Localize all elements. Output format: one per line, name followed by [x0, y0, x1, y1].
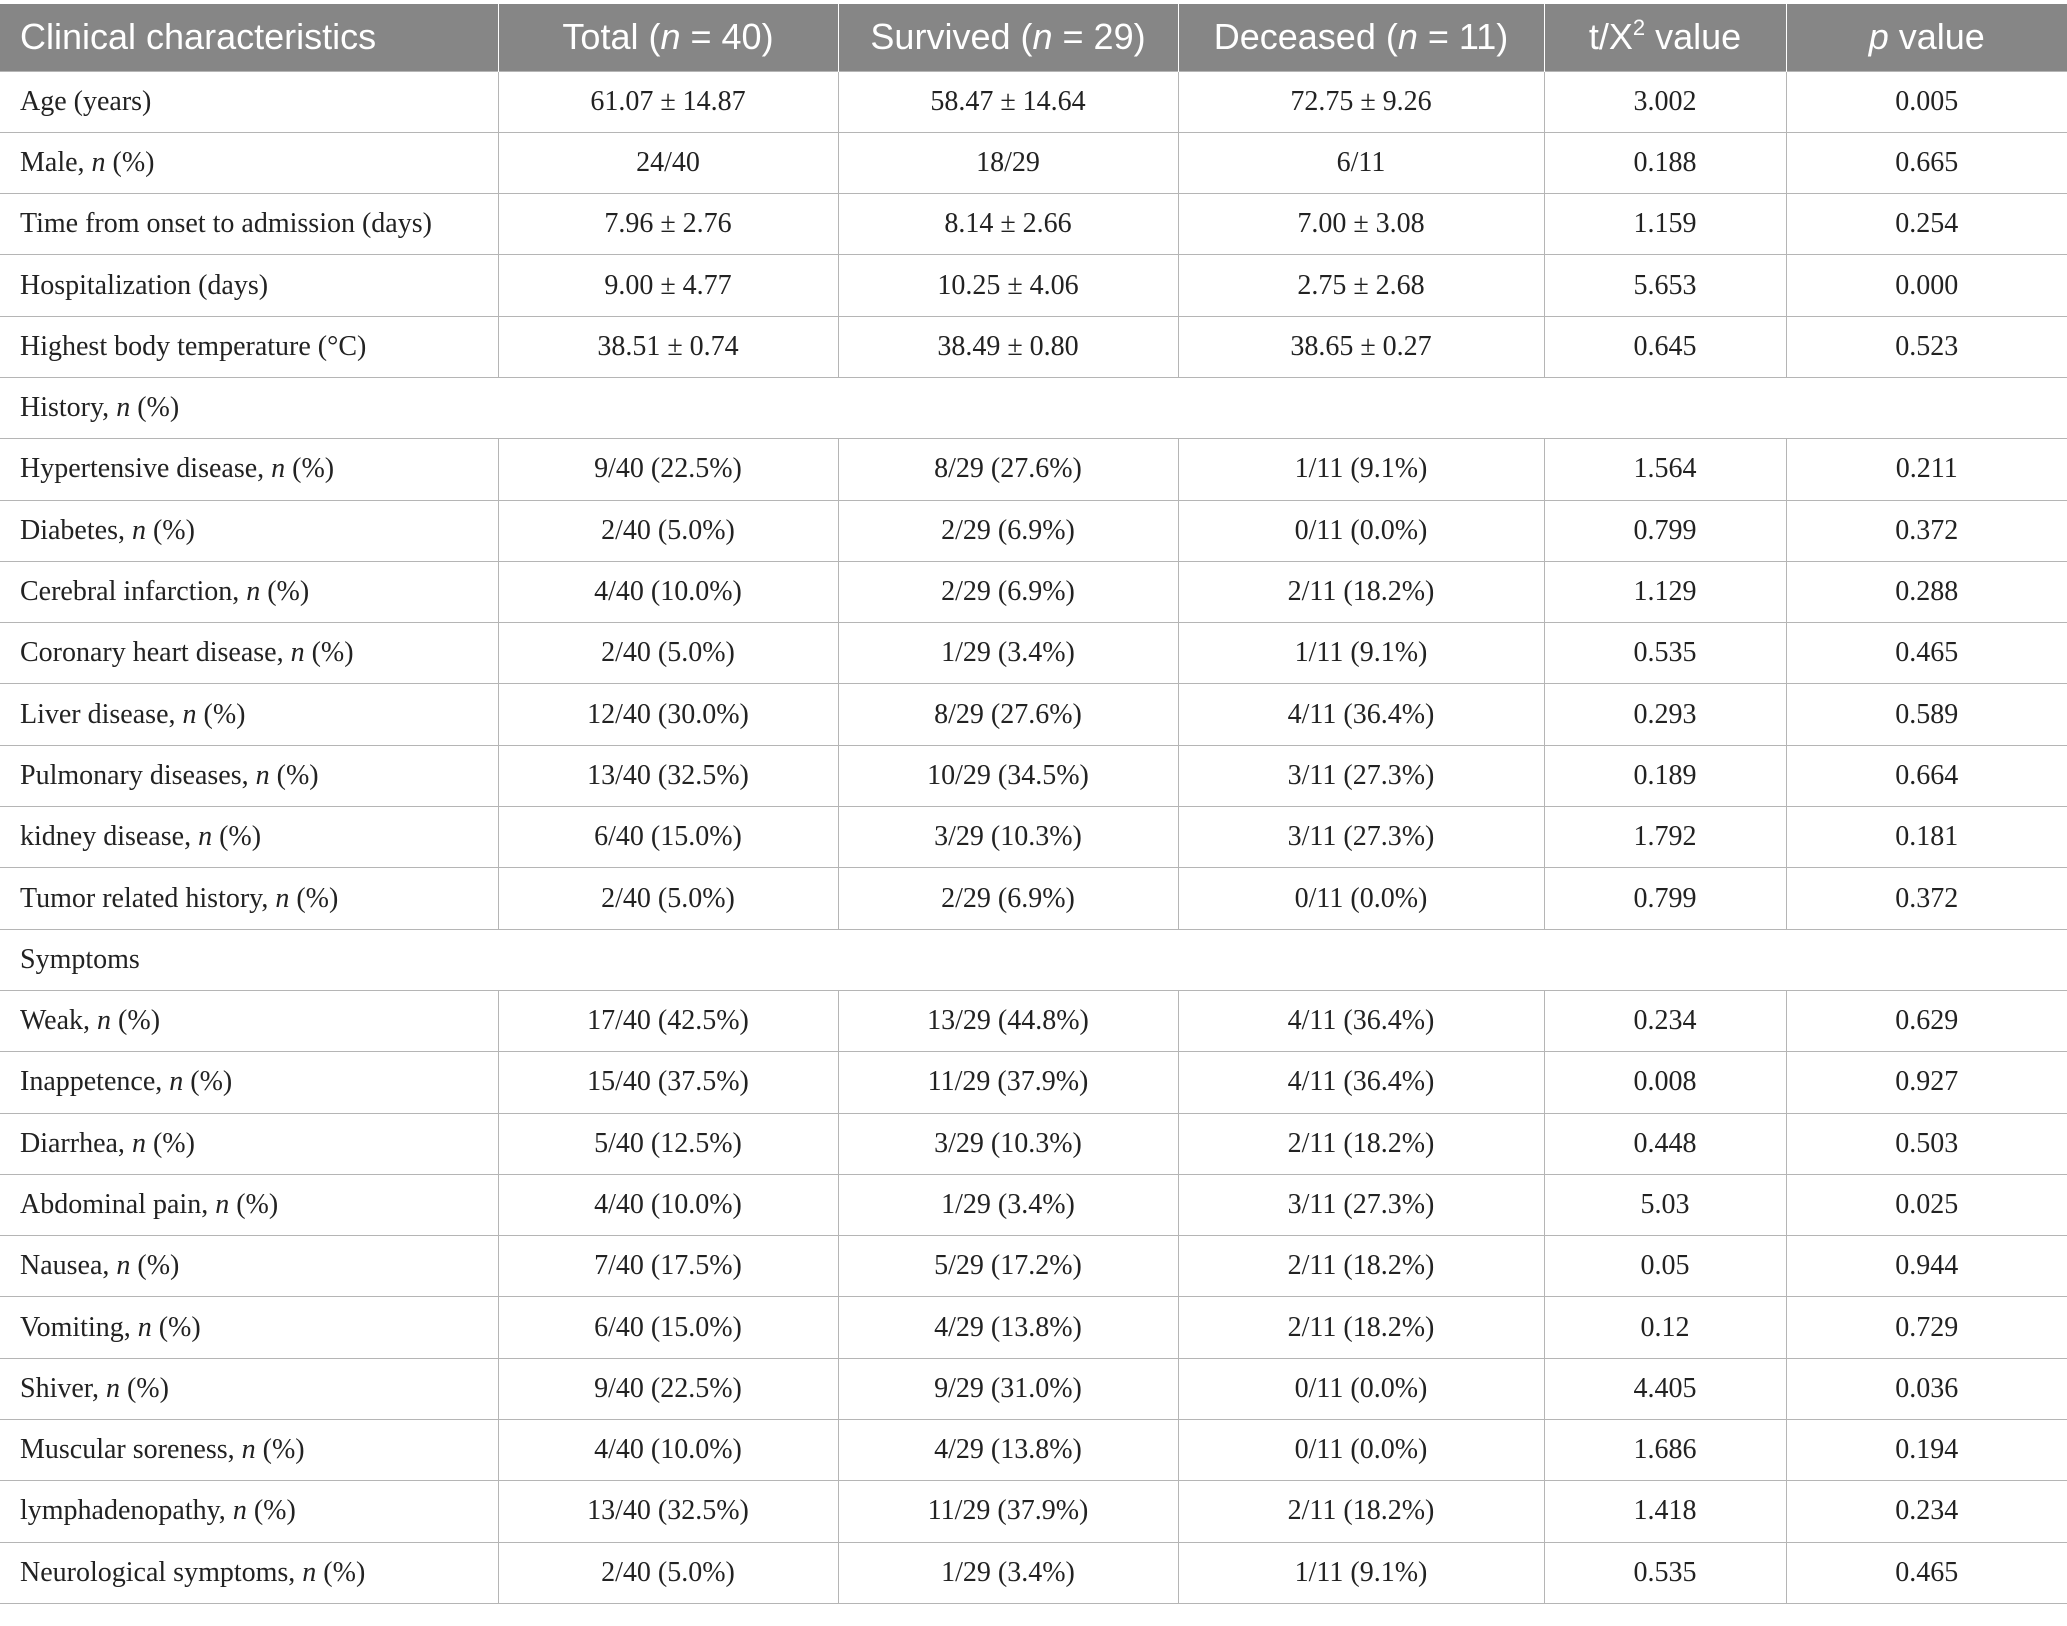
deceased-cell: 1/11 (9.1%) — [1178, 439, 1544, 500]
p-value-cell: 0.927 — [1786, 1052, 2067, 1113]
statistic-cell: 5.653 — [1544, 255, 1786, 316]
p-value-cell: 0.288 — [1786, 561, 2067, 622]
survived-cell: 10/29 (34.5%) — [838, 745, 1178, 806]
header-total: Total (n = 40) — [498, 4, 838, 71]
row-label: Abdominal pain, n (%) — [0, 1174, 498, 1235]
p-value-cell: 0.503 — [1786, 1113, 2067, 1174]
statistic-cell: 0.05 — [1544, 1236, 1786, 1297]
deceased-cell: 2/11 (18.2%) — [1178, 1297, 1544, 1358]
deceased-cell: 3/11 (27.3%) — [1178, 807, 1544, 868]
section-label: Symptoms — [0, 929, 2067, 990]
row-label: lymphadenopathy, n (%) — [0, 1481, 498, 1542]
statistic-cell: 0.535 — [1544, 1542, 1786, 1603]
survived-cell: 2/29 (6.9%) — [838, 868, 1178, 929]
header-clinical-characteristics: Clinical characteristics — [0, 4, 498, 71]
total-cell: 6/40 (15.0%) — [498, 807, 838, 868]
total-cell: 24/40 — [498, 132, 838, 193]
header-p-value: p value — [1786, 4, 2067, 71]
table-row — [0, 561, 2067, 622]
row-label: Hospitalization (days) — [0, 255, 498, 316]
table-header — [0, 4, 2067, 71]
p-value-cell: 0.465 — [1786, 623, 2067, 684]
total-cell: 4/40 (10.0%) — [498, 1420, 838, 1481]
clinical-characteristics-table — [0, 4, 2067, 1604]
statistic-cell: 0.448 — [1544, 1113, 1786, 1174]
deceased-cell: 4/11 (36.4%) — [1178, 990, 1544, 1051]
p-value-cell: 0.234 — [1786, 1481, 2067, 1542]
p-value-cell: 0.523 — [1786, 316, 2067, 377]
survived-cell: 18/29 — [838, 132, 1178, 193]
statistic-cell: 0.189 — [1544, 745, 1786, 806]
row-label: Hypertensive disease, n (%) — [0, 439, 498, 500]
p-value-cell: 0.944 — [1786, 1236, 2067, 1297]
table-row — [0, 684, 2067, 745]
deceased-cell: 4/11 (36.4%) — [1178, 684, 1544, 745]
total-cell: 9/40 (22.5%) — [498, 439, 838, 500]
total-cell: 7/40 (17.5%) — [498, 1236, 838, 1297]
table-row — [0, 745, 2067, 806]
total-cell: 4/40 (10.0%) — [498, 1174, 838, 1235]
table-row — [0, 807, 2067, 868]
table-row — [0, 1542, 2067, 1603]
header-deceased: Deceased (n = 11) — [1178, 4, 1544, 71]
survived-cell: 5/29 (17.2%) — [838, 1236, 1178, 1297]
survived-cell: 4/29 (13.8%) — [838, 1297, 1178, 1358]
total-cell: 13/40 (32.5%) — [498, 745, 838, 806]
p-value-cell: 0.465 — [1786, 1542, 2067, 1603]
survived-cell: 11/29 (37.9%) — [838, 1481, 1178, 1542]
deceased-cell: 7.00 ± 3.08 — [1178, 194, 1544, 255]
statistic-cell: 0.008 — [1544, 1052, 1786, 1113]
survived-cell: 11/29 (37.9%) — [838, 1052, 1178, 1113]
total-cell: 17/40 (42.5%) — [498, 990, 838, 1051]
statistic-cell: 0.12 — [1544, 1297, 1786, 1358]
table-row — [0, 1420, 2067, 1481]
deceased-cell: 72.75 ± 9.26 — [1178, 71, 1544, 132]
deceased-cell: 38.65 ± 0.27 — [1178, 316, 1544, 377]
table-row — [0, 316, 2067, 377]
survived-cell: 58.47 ± 14.64 — [838, 71, 1178, 132]
survived-cell: 2/29 (6.9%) — [838, 561, 1178, 622]
row-label: Weak, n (%) — [0, 990, 498, 1051]
survived-cell: 1/29 (3.4%) — [838, 1542, 1178, 1603]
statistic-cell: 0.293 — [1544, 684, 1786, 745]
table-row — [0, 990, 2067, 1051]
table-row — [0, 1236, 2067, 1297]
table-row — [0, 255, 2067, 316]
row-label: Male, n (%) — [0, 132, 498, 193]
statistic-cell: 4.405 — [1544, 1358, 1786, 1419]
table-row — [0, 1052, 2067, 1113]
p-value-cell: 0.729 — [1786, 1297, 2067, 1358]
table-row — [0, 868, 2067, 929]
total-cell: 4/40 (10.0%) — [498, 561, 838, 622]
row-label: Neurological symptoms, n (%) — [0, 1542, 498, 1603]
row-label: Coronary heart disease, n (%) — [0, 623, 498, 684]
deceased-cell: 4/11 (36.4%) — [1178, 1052, 1544, 1113]
row-label: Shiver, n (%) — [0, 1358, 498, 1419]
deceased-cell: 2.75 ± 2.68 — [1178, 255, 1544, 316]
row-label: Vomiting, n (%) — [0, 1297, 498, 1358]
survived-cell: 2/29 (6.9%) — [838, 500, 1178, 561]
total-cell: 38.51 ± 0.74 — [498, 316, 838, 377]
row-label: Liver disease, n (%) — [0, 684, 498, 745]
row-label: Nausea, n (%) — [0, 1236, 498, 1297]
survived-cell: 1/29 (3.4%) — [838, 623, 1178, 684]
header-survived: Survived (n = 29) — [838, 4, 1178, 71]
table-row — [0, 194, 2067, 255]
p-value-cell: 0.211 — [1786, 439, 2067, 500]
survived-cell: 3/29 (10.3%) — [838, 1113, 1178, 1174]
deceased-cell: 0/11 (0.0%) — [1178, 868, 1544, 929]
p-value-cell: 0.589 — [1786, 684, 2067, 745]
statistic-cell: 1.686 — [1544, 1420, 1786, 1481]
survived-cell: 1/29 (3.4%) — [838, 1174, 1178, 1235]
total-cell: 5/40 (12.5%) — [498, 1113, 838, 1174]
deceased-cell: 0/11 (0.0%) — [1178, 500, 1544, 561]
statistic-cell: 1.792 — [1544, 807, 1786, 868]
total-cell: 2/40 (5.0%) — [498, 868, 838, 929]
row-label: Muscular soreness, n (%) — [0, 1420, 498, 1481]
p-value-cell: 0.025 — [1786, 1174, 2067, 1235]
total-cell: 15/40 (37.5%) — [498, 1052, 838, 1113]
statistic-cell: 0.234 — [1544, 990, 1786, 1051]
row-label: Inappetence, n (%) — [0, 1052, 498, 1113]
survived-cell: 10.25 ± 4.06 — [838, 255, 1178, 316]
statistic-cell: 1.564 — [1544, 439, 1786, 500]
total-cell: 12/40 (30.0%) — [498, 684, 838, 745]
survived-cell: 8.14 ± 2.66 — [838, 194, 1178, 255]
table-row — [0, 132, 2067, 193]
p-value-cell: 0.005 — [1786, 71, 2067, 132]
p-value-cell: 0.000 — [1786, 255, 2067, 316]
table-row — [0, 71, 2067, 132]
header-row — [0, 4, 2067, 71]
survived-cell: 13/29 (44.8%) — [838, 990, 1178, 1051]
table-row — [0, 1481, 2067, 1542]
deceased-cell: 0/11 (0.0%) — [1178, 1420, 1544, 1481]
statistic-cell: 0.535 — [1544, 623, 1786, 684]
table-row — [0, 1297, 2067, 1358]
total-cell: 2/40 (5.0%) — [498, 1542, 838, 1603]
total-cell: 61.07 ± 14.87 — [498, 71, 838, 132]
deceased-cell: 2/11 (18.2%) — [1178, 1481, 1544, 1542]
row-label: Age (years) — [0, 71, 498, 132]
statistic-cell: 0.799 — [1544, 500, 1786, 561]
statistic-cell: 1.159 — [1544, 194, 1786, 255]
statistic-cell: 1.129 — [1544, 561, 1786, 622]
statistic-cell: 0.645 — [1544, 316, 1786, 377]
header-statistic: $t/X^2$ value — [1544, 4, 1786, 71]
survived-cell: 4/29 (13.8%) — [838, 1420, 1178, 1481]
survived-cell: 3/29 (10.3%) — [838, 807, 1178, 868]
p-value-cell: 0.664 — [1786, 745, 2067, 806]
row-label: kidney disease, n (%) — [0, 807, 498, 868]
row-label: Diarrhea, n (%) — [0, 1113, 498, 1174]
row-label: Tumor related history, n (%) — [0, 868, 498, 929]
p-value-cell: 0.372 — [1786, 868, 2067, 929]
p-value-cell: 0.181 — [1786, 807, 2067, 868]
table-row — [0, 1113, 2067, 1174]
deceased-cell: 2/11 (18.2%) — [1178, 1113, 1544, 1174]
deceased-cell: 1/11 (9.1%) — [1178, 1542, 1544, 1603]
table-row — [0, 1174, 2067, 1235]
p-value-cell: 0.629 — [1786, 990, 2067, 1051]
survived-cell: 8/29 (27.6%) — [838, 439, 1178, 500]
section-label: History, n (%) — [0, 377, 2067, 438]
row-label: Diabetes, n (%) — [0, 500, 498, 561]
survived-cell: 9/29 (31.0%) — [838, 1358, 1178, 1419]
table-row — [0, 1358, 2067, 1419]
statistic-cell: 1.418 — [1544, 1481, 1786, 1542]
statistic-cell: 0.188 — [1544, 132, 1786, 193]
p-value-cell: 0.254 — [1786, 194, 2067, 255]
section-row — [0, 929, 2067, 990]
statistic-cell: 3.002 — [1544, 71, 1786, 132]
table-body — [0, 71, 2067, 1603]
deceased-cell: 1/11 (9.1%) — [1178, 623, 1544, 684]
total-cell: 6/40 (15.0%) — [498, 1297, 838, 1358]
table-row — [0, 623, 2067, 684]
deceased-cell: 2/11 (18.2%) — [1178, 561, 1544, 622]
deceased-cell: 6/11 — [1178, 132, 1544, 193]
statistic-cell: 5.03 — [1544, 1174, 1786, 1235]
p-value-cell: 0.194 — [1786, 1420, 2067, 1481]
row-label: Time from onset to admission (days) — [0, 194, 498, 255]
p-value-cell: 0.372 — [1786, 500, 2067, 561]
deceased-cell: 2/11 (18.2%) — [1178, 1236, 1544, 1297]
table-row — [0, 500, 2067, 561]
p-value-cell: 0.665 — [1786, 132, 2067, 193]
total-cell: 7.96 ± 2.76 — [498, 194, 838, 255]
row-label: Cerebral infarction, n (%) — [0, 561, 498, 622]
total-cell: 13/40 (32.5%) — [498, 1481, 838, 1542]
total-cell: 9.00 ± 4.77 — [498, 255, 838, 316]
total-cell: 2/40 (5.0%) — [498, 623, 838, 684]
p-value-cell: 0.036 — [1786, 1358, 2067, 1419]
statistic-cell: 0.799 — [1544, 868, 1786, 929]
survived-cell: 8/29 (27.6%) — [838, 684, 1178, 745]
deceased-cell: 3/11 (27.3%) — [1178, 745, 1544, 806]
row-label: Pulmonary diseases, n (%) — [0, 745, 498, 806]
total-cell: 2/40 (5.0%) — [498, 500, 838, 561]
deceased-cell: 3/11 (27.3%) — [1178, 1174, 1544, 1235]
section-row — [0, 377, 2067, 438]
survived-cell: 38.49 ± 0.80 — [838, 316, 1178, 377]
row-label: Highest body temperature (°C) — [0, 316, 498, 377]
deceased-cell: 0/11 (0.0%) — [1178, 1358, 1544, 1419]
table-row — [0, 439, 2067, 500]
total-cell: 9/40 (22.5%) — [498, 1358, 838, 1419]
